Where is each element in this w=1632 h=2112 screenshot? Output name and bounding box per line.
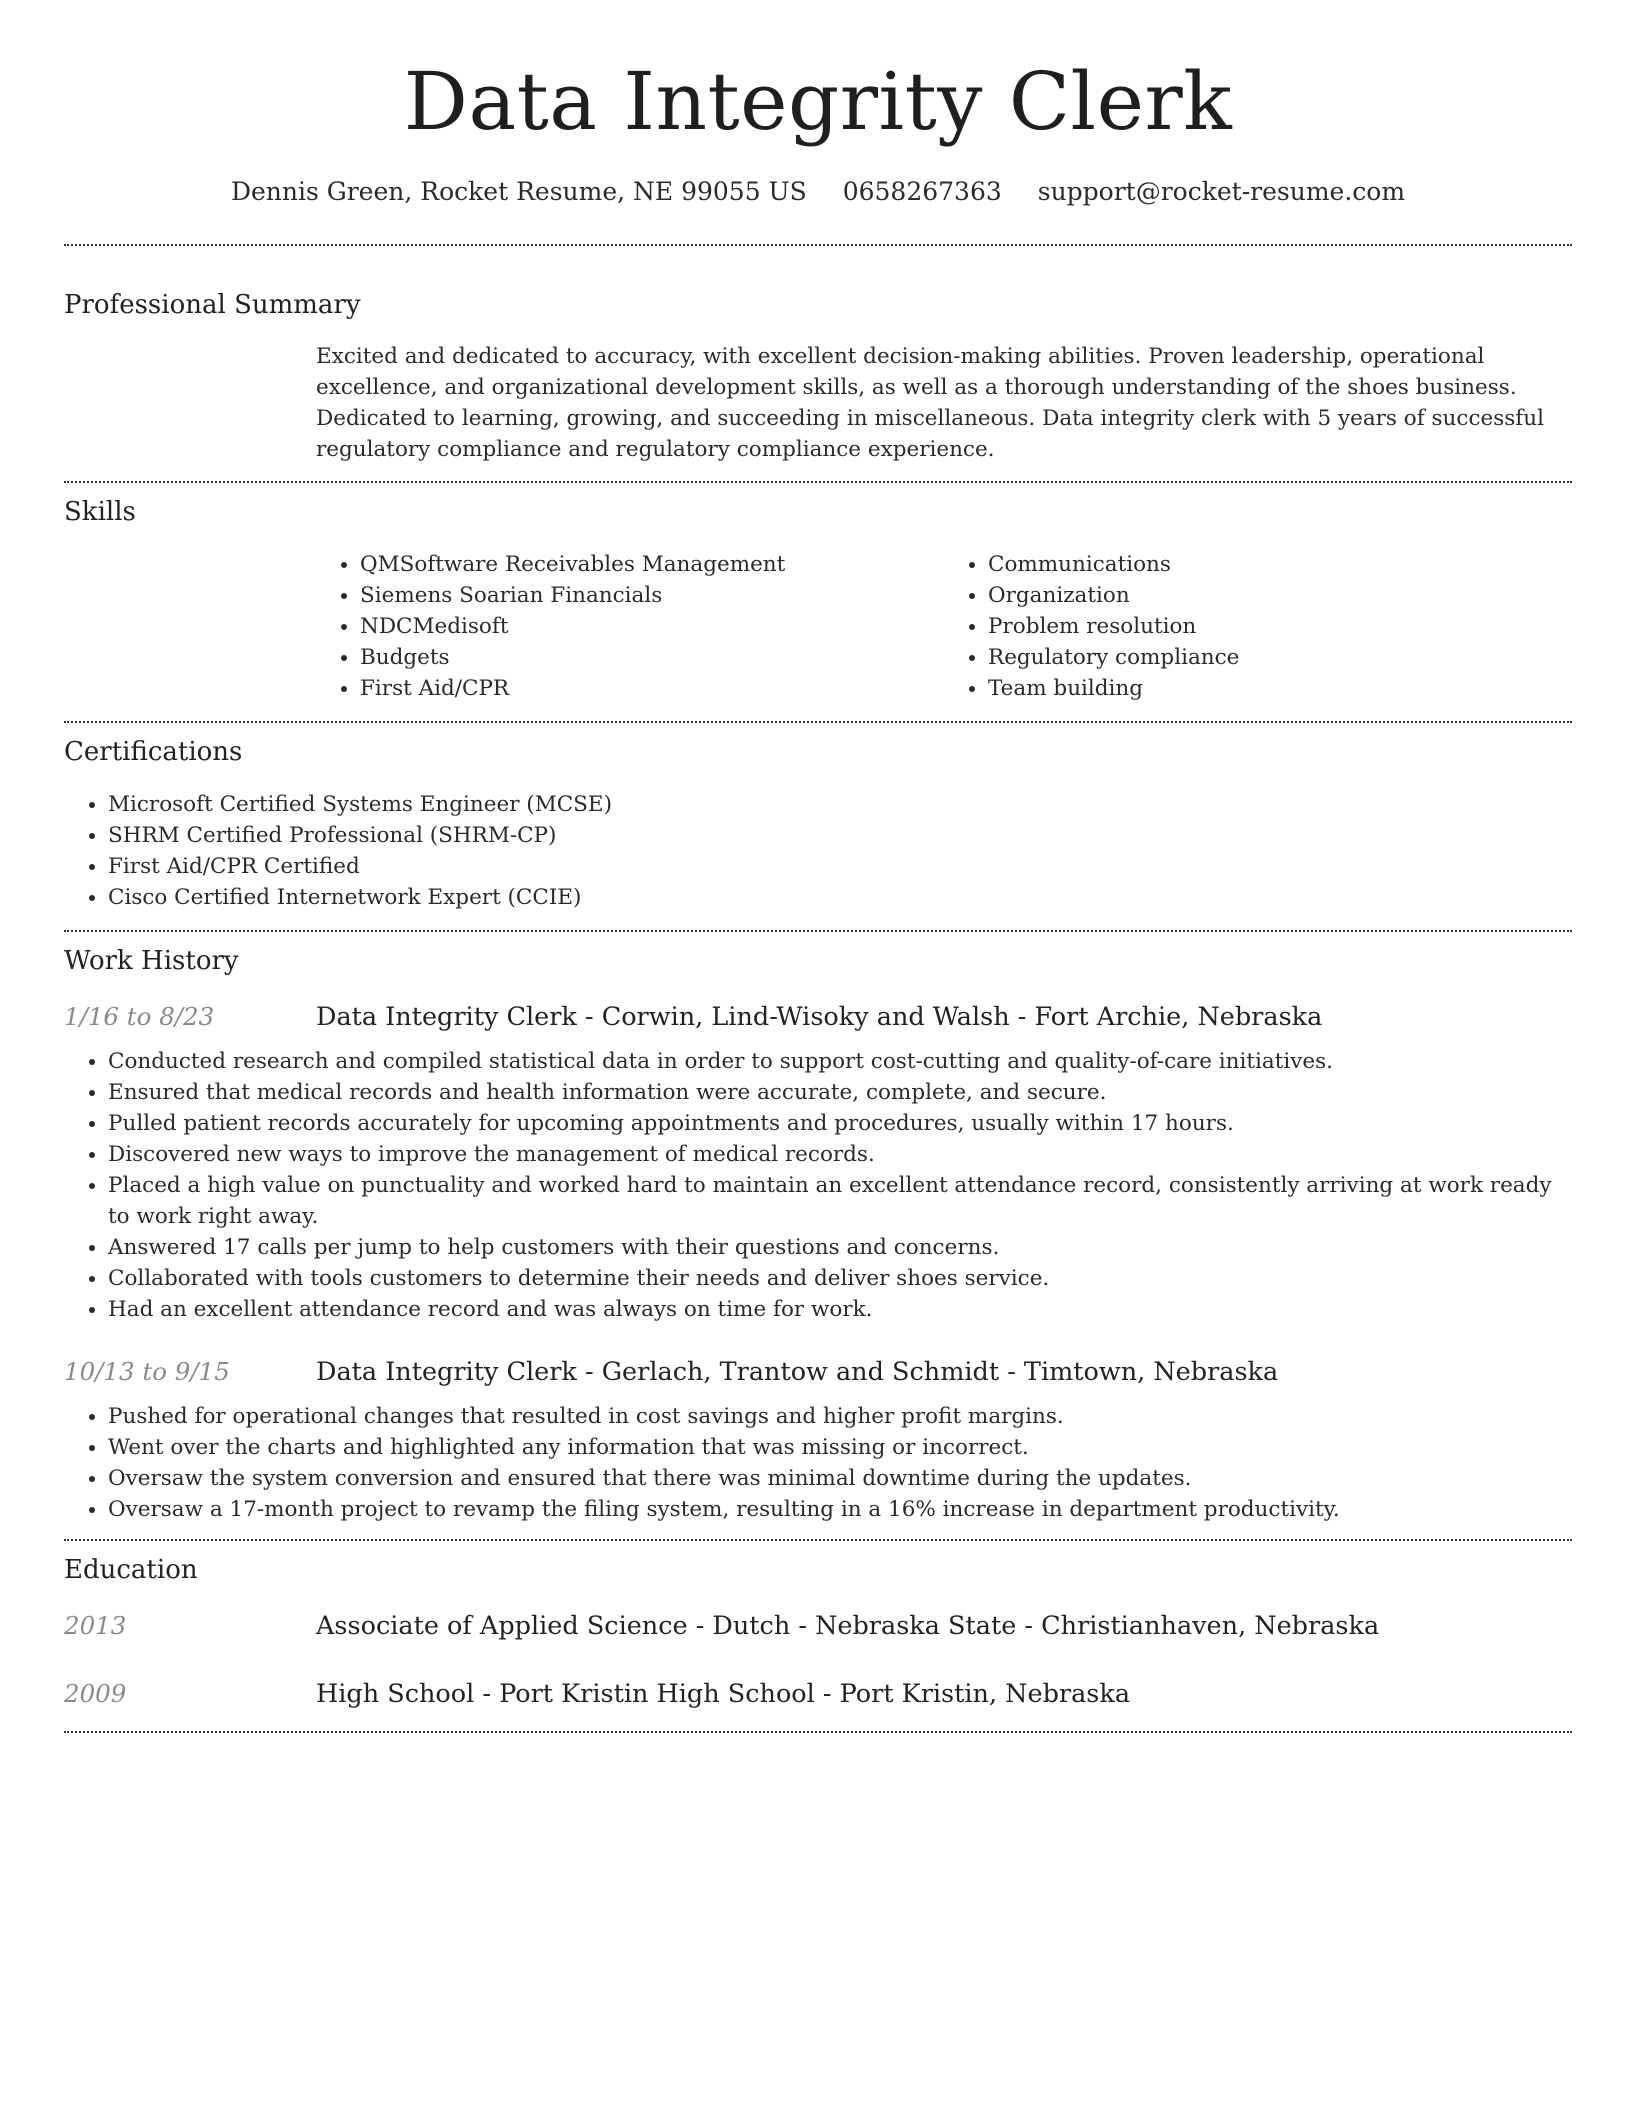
education-year: 2013 xyxy=(64,1611,127,1640)
skills-columns xyxy=(316,549,1572,704)
skill-item: • Budgets xyxy=(360,642,944,673)
job-bullets xyxy=(64,1401,1572,1525)
section-divider xyxy=(64,721,1572,723)
job-heading: Data Integrity Clerk - Corwin, Lind-Wisoky and Walsh - Fort Archie, Nebraska xyxy=(316,1002,1323,1032)
education-year: 2009 xyxy=(64,1679,127,1708)
work-history-section xyxy=(64,944,1572,1525)
contact-phone: 0658267363 xyxy=(842,177,1002,206)
job-bullet: • Conducted research and compiled statistical data in order to support cost-cutting and quality-of-care initiatives. xyxy=(108,1046,1572,1077)
skill-item: • NDCMedisoft xyxy=(360,611,944,642)
job-bullet: • Oversaw the system conversion and ensured that there was minimal downtime during the updates. xyxy=(108,1463,1572,1494)
skills-list-right xyxy=(944,549,1572,704)
job-dates: 10/13 to 9/15 xyxy=(64,1357,230,1386)
skill-item: • Team building xyxy=(988,673,1572,704)
certifications-section xyxy=(64,735,1572,913)
skills-list-left xyxy=(316,549,944,704)
certification-item: • SHRM Certified Professional (SHRM-CP) xyxy=(108,820,1572,851)
section-title-summary: Professional Summary xyxy=(64,290,361,320)
resume-name: Data Integrity Clerk xyxy=(403,55,1233,148)
job-bullet: • Answered 17 calls per jump to help customers with their questions and concerns. xyxy=(108,1232,1572,1263)
job-bullet: • Discovered new ways to improve the management of medical records. xyxy=(108,1139,1572,1170)
summary-section xyxy=(64,288,1572,465)
job-bullet: • Placed a high value on punctuality and worked hard to maintain an excellent attendance record, consistently arriving at work ready to work right away. xyxy=(108,1170,1572,1232)
job-entry xyxy=(64,1000,1572,1325)
certifications-list xyxy=(64,789,1572,913)
certification-item: • Microsoft Certified Systems Engineer (MCSE) xyxy=(108,789,1572,820)
section-title-certifications: Certifications xyxy=(64,737,243,767)
certification-item: • Cisco Certified Internetwork Expert (CCIE) xyxy=(108,882,1572,913)
job-heading: Data Integrity Clerk - Gerlach, Trantow and Schmidt - Timtown, Nebraska xyxy=(316,1357,1279,1387)
education-entry xyxy=(64,1609,1572,1643)
job-bullet: • Ensured that medical records and health information were accurate, complete, and secure. xyxy=(108,1077,1572,1108)
skill-item: • Siemens Soarian Financials xyxy=(360,580,944,611)
section-divider xyxy=(64,1731,1572,1733)
contact-email: support@rocket-resume.com xyxy=(1037,177,1406,206)
education-section xyxy=(64,1553,1572,1711)
job-header xyxy=(64,1355,1572,1389)
certification-item: • First Aid/CPR Certified xyxy=(108,851,1572,882)
section-title-work: Work History xyxy=(64,946,239,976)
education-entry xyxy=(64,1677,1572,1711)
education-heading: Associate of Applied Science - Dutch - Nebraska State - Christianhaven, Nebraska xyxy=(316,1611,1380,1641)
section-divider xyxy=(64,1539,1572,1541)
job-bullet: • Had an excellent attendance record and was always on time for work. xyxy=(108,1294,1572,1325)
summary-text: Excited and dedicated to accuracy, with excellent decision-making abilities. Proven leadership, operational excellence, and organizational development skills, as well as a thorough understanding of the shoes business. Dedicated to learning, growing, and succeeding in miscellaneous. Data integrity clerk with 5 years of successful regulatory compliance and regulatory compliance experience. xyxy=(316,344,1544,462)
skill-item: • Communications xyxy=(988,549,1572,580)
skills-section xyxy=(64,495,1572,704)
skill-item: • Regulatory compliance xyxy=(988,642,1572,673)
section-title-education: Education xyxy=(64,1555,198,1585)
skill-item: • First Aid/CPR xyxy=(360,673,944,704)
contact-address: Dennis Green, Rocket Resume, NE 99055 US xyxy=(230,177,807,206)
job-bullet: • Collaborated with tools customers to determine their needs and deliver shoes service. xyxy=(108,1263,1572,1294)
skill-item: • QMSoftware Receivables Management xyxy=(360,549,944,580)
skill-item: • Problem resolution xyxy=(988,611,1572,642)
job-dates: 1/16 to 8/23 xyxy=(64,1002,215,1031)
job-bullet: • Oversaw a 17-month project to revamp the filing system, resulting in a 16% increase in department productivity. xyxy=(108,1494,1572,1525)
job-bullet: • Went over the charts and highlighted any information that was missing or incorrect. xyxy=(108,1432,1572,1463)
education-heading: High School - Port Kristin High School - Port Kristin, Nebraska xyxy=(316,1679,1131,1709)
skill-item: • Organization xyxy=(988,580,1572,611)
section-divider xyxy=(64,244,1572,246)
job-entry xyxy=(64,1355,1572,1525)
section-divider xyxy=(64,930,1572,932)
job-bullet: • Pulled patient records accurately for upcoming appointments and procedures, usually within 17 hours. xyxy=(108,1108,1572,1139)
section-divider xyxy=(64,481,1572,483)
section-title-skills: Skills xyxy=(64,497,136,527)
job-bullets xyxy=(64,1046,1572,1325)
resume-page xyxy=(64,0,1572,1733)
contact-line xyxy=(64,176,1572,208)
job-bullet: • Pushed for operational changes that resulted in cost savings and higher profit margins. xyxy=(108,1401,1572,1432)
job-header xyxy=(64,1000,1572,1034)
